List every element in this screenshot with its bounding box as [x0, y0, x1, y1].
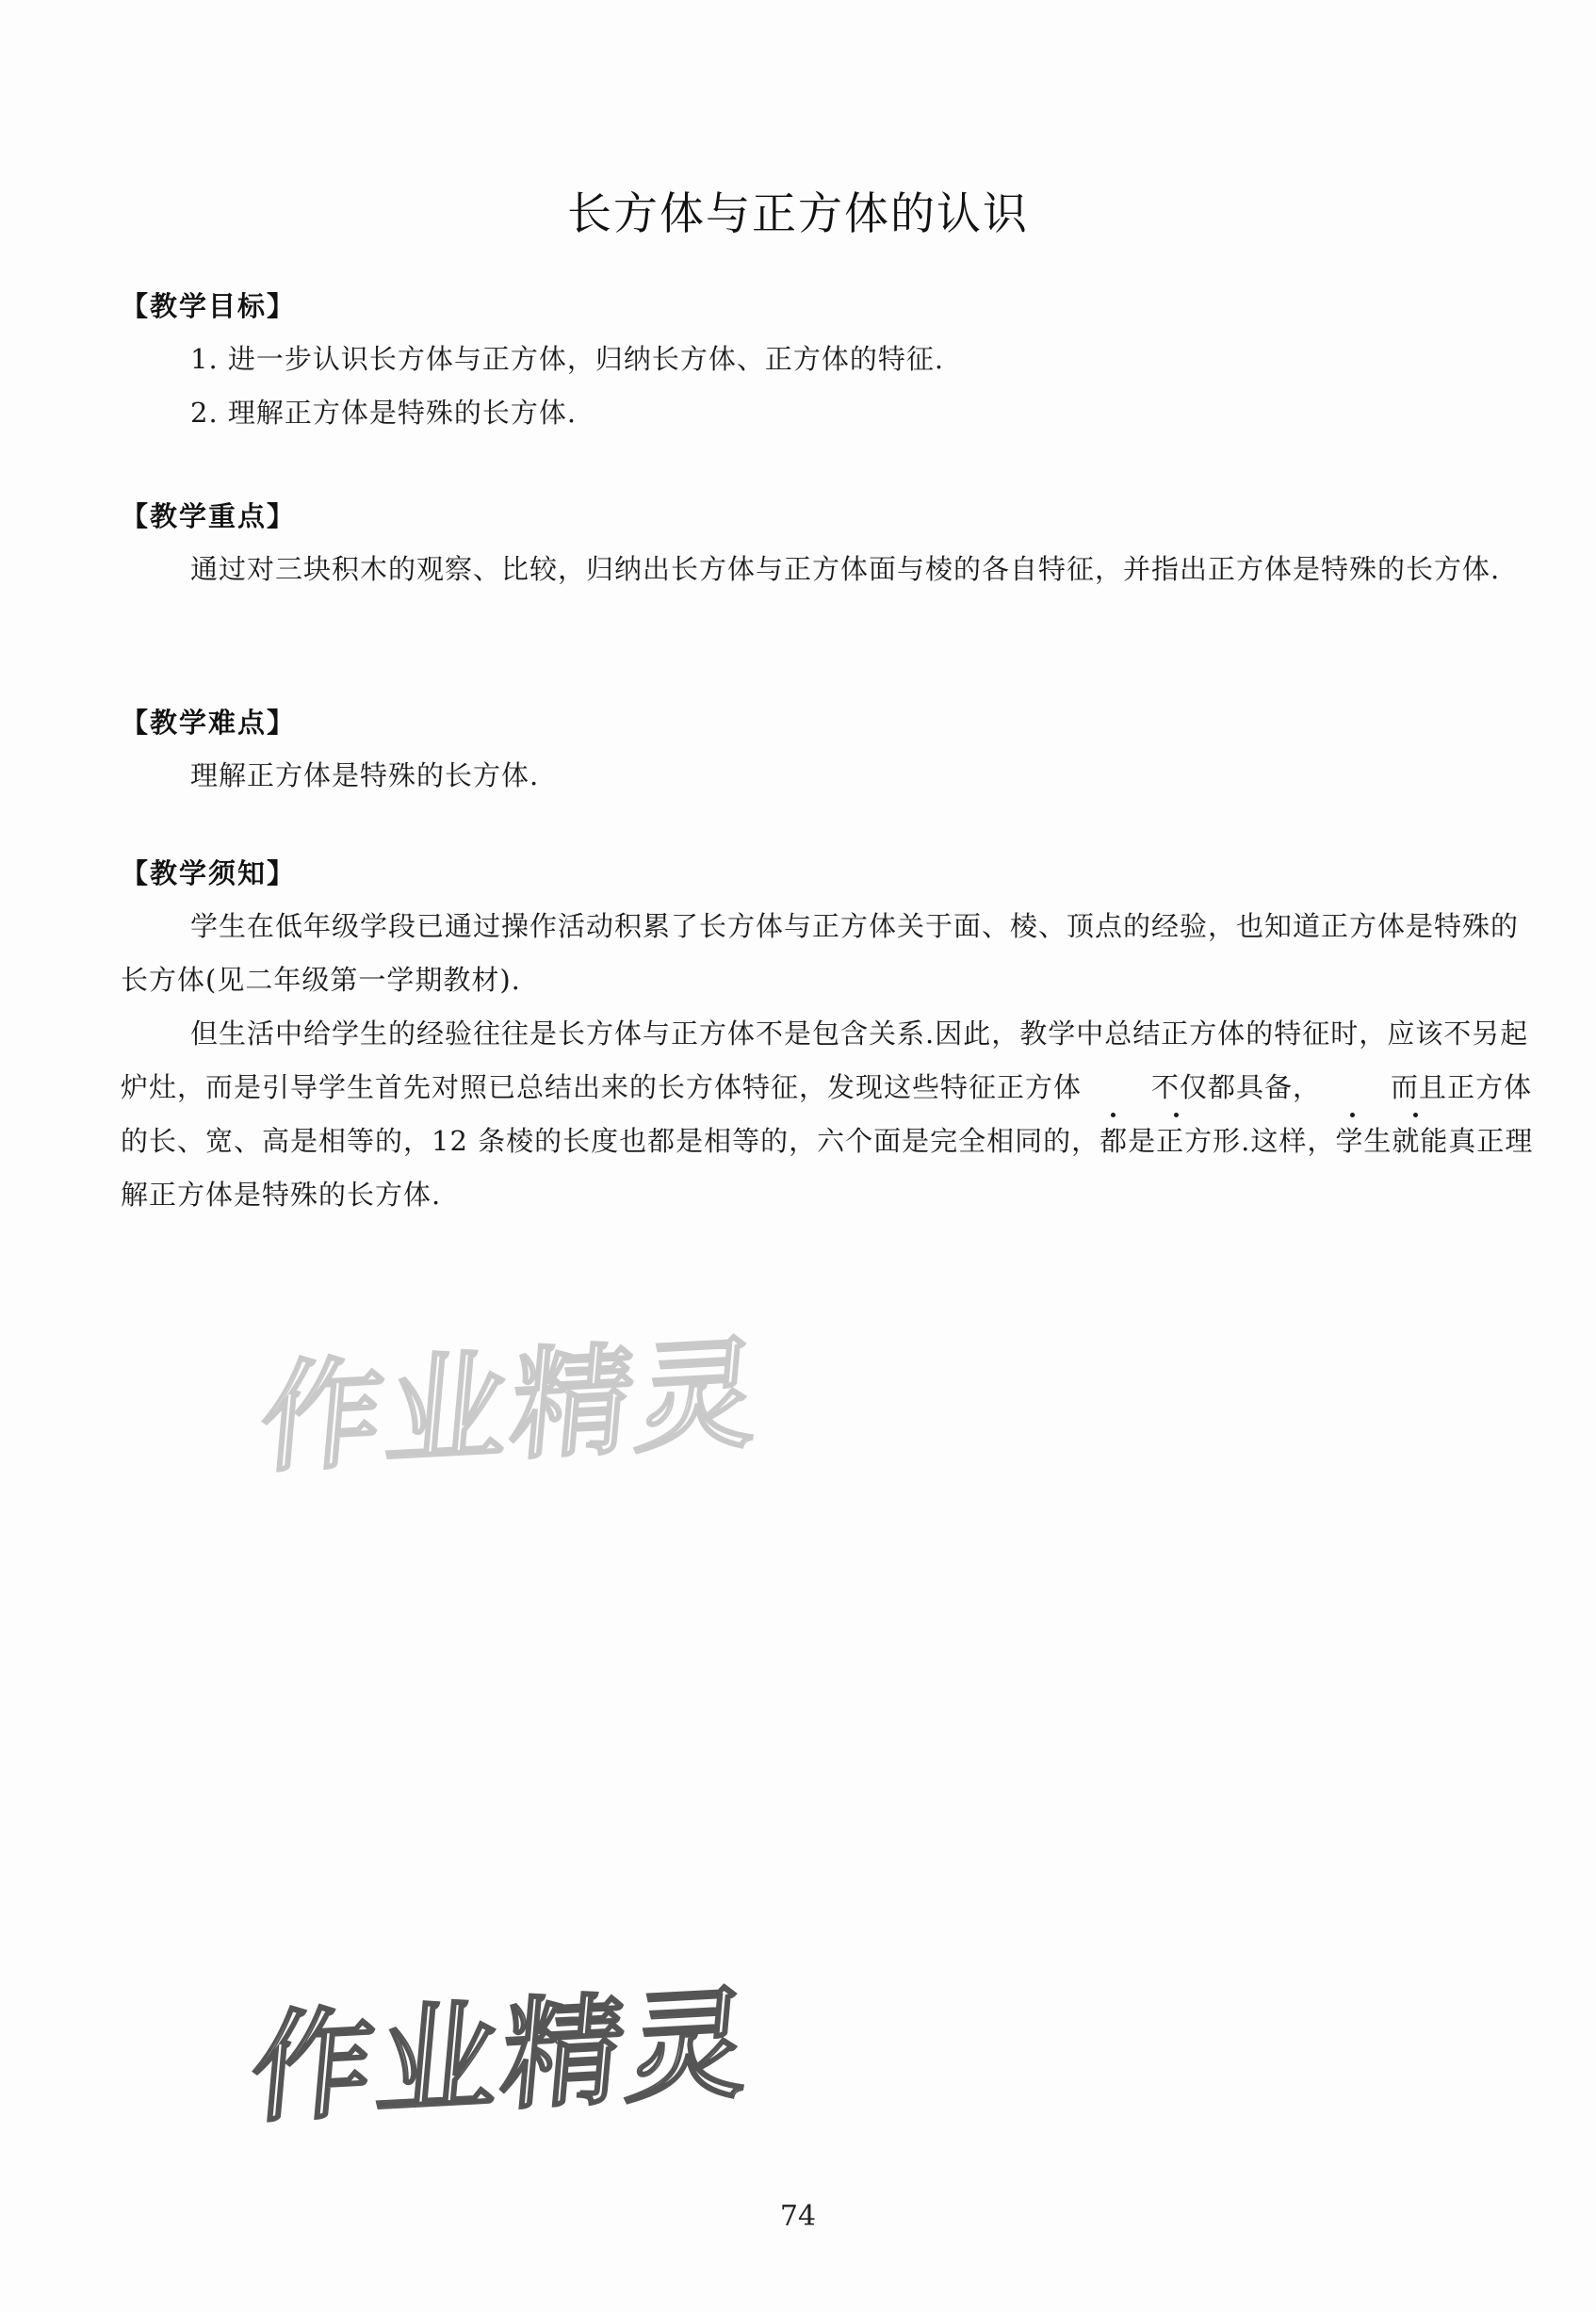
emphasis-erqie — [1321, 1061, 1447, 1115]
emphasis-dots — [1082, 1113, 1208, 1120]
emphasis-erqie-text: 而且 — [1391, 1071, 1448, 1103]
watermark-logo: 作业精灵 — [245, 1974, 759, 2141]
section-objectives — [121, 285, 1534, 440]
section-difficulties — [121, 702, 1534, 803]
difficulties-text: 理解正方体是特殊的长方体. — [190, 759, 540, 791]
section-notes — [121, 853, 1534, 1222]
notes-paragraph-2 — [121, 1007, 1534, 1222]
notes-heading: 【教学须知】 — [121, 857, 297, 889]
notes-paragraph-2-end: 正方体的长、宽、高是相等的，12 条棱的长度也都是相等的，六个面是完全相同的，都是正方形.这样，学生就能真正理解正方体是特殊的长方体. — [121, 1071, 1534, 1211]
objective-item-2: 2. 理解正方体是特殊的长方体. — [190, 397, 578, 429]
page-number: 74 — [779, 2200, 817, 2233]
page-title: 长方体与正方体的认识 — [567, 188, 1029, 240]
section-key-points — [121, 496, 1534, 596]
notes-paragraph-2-start: 但生活中给学生的经验往往是长方体与正方体不是包含关系.因此，教学中总结正方体的特征时，应该不另起炉灶，而是引导学生首先对照已总结出来的长方体特征，发现这些特征正方体 — [121, 1018, 1529, 1103]
objective-item-1: 1. 进一步认识长方体与正方体，归纳长方体、正方体的特征. — [190, 343, 945, 375]
notes-paragraph-1: 学生在低年级学段已通过操作活动积累了长方体与正方体关于面、棱、顶点的经验，也知道正方体是特殊的长方体(见二年级第一学期教材). — [121, 910, 1520, 996]
notes-paragraph-2-mid: 都具备， — [1208, 1071, 1322, 1103]
objectives-heading: 【教学目标】 — [121, 290, 297, 322]
emphasis-dots — [1321, 1113, 1447, 1120]
difficulties-heading: 【教学难点】 — [121, 707, 297, 739]
watermark-logo: 作业精灵 — [254, 1324, 769, 1490]
emphasis-bujin — [1082, 1061, 1208, 1115]
emphasis-bujin-text: 不仅 — [1151, 1071, 1209, 1103]
key-points-text: 通过对三块积木的观察、比较，归纳出长方体与正方体面与棱的各自特征，并指出正方体是特殊的长方体. — [190, 553, 1501, 585]
key-points-heading: 【教学重点】 — [121, 500, 297, 532]
